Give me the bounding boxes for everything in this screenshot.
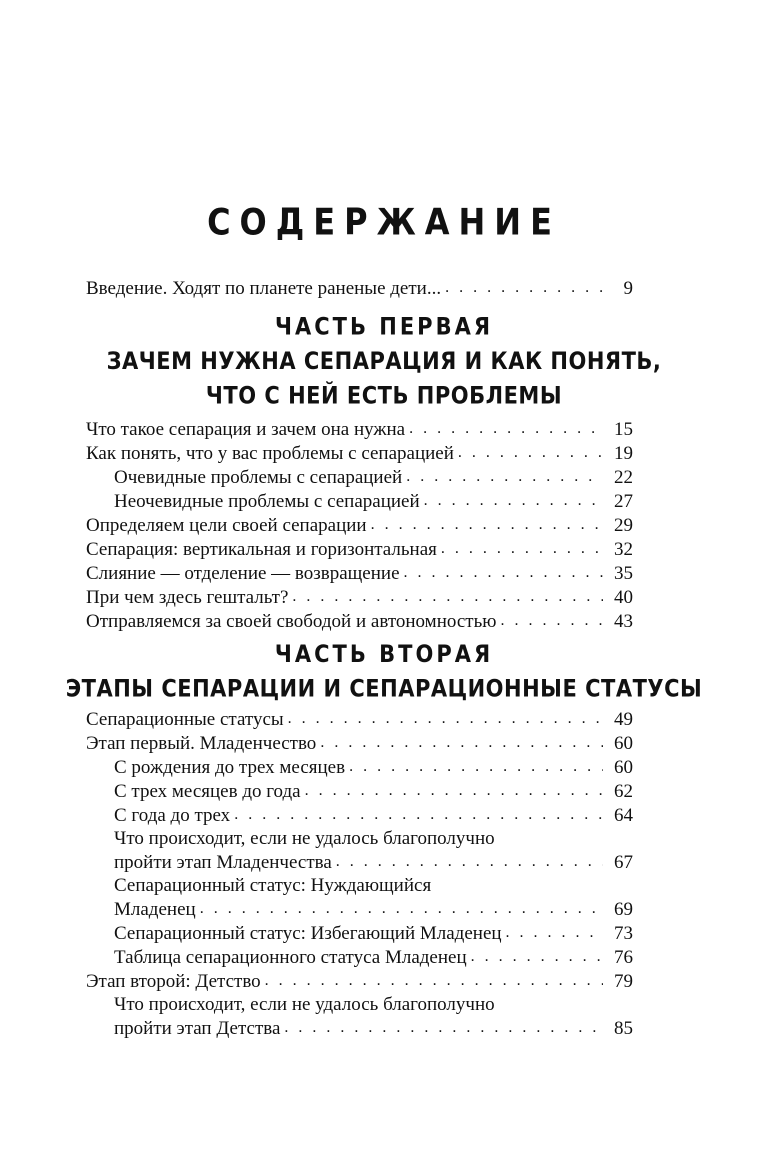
part1-entries [86,417,633,633]
toc-entry[interactable] [86,850,633,874]
leader-dots [371,513,603,537]
toc-entry[interactable] [86,537,633,561]
toc-entry-line[interactable] [86,993,633,1016]
toc-entry-text: Таблица сепарационного статуса Младенец [114,946,471,969]
part1-heading [0,309,768,413]
toc-entry-line[interactable] [86,874,633,897]
toc-entry-text: Младенец [114,898,200,921]
toc-entry[interactable] [86,465,633,489]
leader-dots [506,921,603,945]
toc-entry-text: При чем здесь гештальт? [86,586,292,609]
toc-entry-page: 43 [603,610,633,633]
toc-entry-page: 19 [603,442,633,465]
toc-entry-text: Что такое сепарация и зачем она нужна [86,418,409,441]
toc-entry[interactable] [86,707,633,731]
toc-entry[interactable] [86,755,633,779]
toc-entry[interactable] [86,779,633,803]
toc-entry[interactable] [86,897,633,921]
leader-dots [200,897,603,921]
toc-entry-page: 85 [603,1017,633,1040]
leader-dots [288,707,603,731]
toc-entry-page: 32 [603,538,633,561]
toc-entry-text: Неочевидные проблемы с сепарацией [114,490,424,513]
leader-dots [404,561,604,585]
toc-entry[interactable] [86,489,633,513]
toc-entry-text: Сепарационный статус: Избегающий Младенец [114,922,506,945]
toc-entry[interactable] [86,513,633,537]
part1-label: ЧАСТЬ ПЕРВАЯ [274,312,494,341]
part2-entries [86,707,633,1040]
leader-dots [292,585,603,609]
part1-title-line1: ЗАЧЕМ НУЖНА СЕПАРАЦИЯ И КАК ПОНЯТЬ, [106,347,662,375]
toc-entry-text: Что происходит, если не удалось благополучно [114,994,495,1015]
toc-entry-intro[interactable] [86,276,633,300]
toc-entry[interactable] [86,561,633,585]
toc-entry-text: Этап второй: Детство [86,970,265,993]
toc-entry-text: Что происходит, если не удалось благополучно [114,828,495,849]
toc-entry[interactable] [86,969,633,993]
toc-entry-text: С трех месяцев до года [114,780,305,803]
part2-label: ЧАСТЬ ВТОРАЯ [274,639,494,668]
leader-dots [500,609,603,633]
toc-entry-page: 49 [603,708,633,731]
toc-entry-text: С года до трех [114,804,234,827]
leader-dots [441,537,603,561]
leader-dots [284,1016,603,1040]
toc-entry-page: 67 [603,851,633,874]
toc-entry-page: 69 [603,898,633,921]
toc-entry-page: 73 [603,922,633,945]
toc-entry[interactable] [86,441,633,465]
leader-dots [458,441,603,465]
toc-entry-text: Очевидные проблемы с сепарацией [114,466,406,489]
toc-entry[interactable] [86,945,633,969]
toc-entry-page: 62 [603,780,633,803]
toc-entry-text: Этап первый. Младенчество [86,732,320,755]
toc-entry-page: 40 [603,586,633,609]
toc-entry-page: 27 [603,490,633,513]
toc-entry-text: Введение. Ходят по планете раненые дети... [86,277,445,300]
toc-entry-page: 22 [603,466,633,489]
part2-heading [0,637,768,706]
toc-entry-text: Как понять, что у вас проблемы с сепарацией [86,442,458,465]
leader-dots [445,276,603,300]
toc-entry-page: 79 [603,970,633,993]
leader-dots [406,465,603,489]
toc-title: СОДЕРЖАНИЕ [207,200,561,244]
toc-entry-page: 60 [603,732,633,755]
toc-entry[interactable] [86,1016,633,1040]
leader-dots [471,945,603,969]
toc-entry[interactable] [86,585,633,609]
leader-dots [409,417,603,441]
toc-entry[interactable] [86,731,633,755]
toc-entry-page: 35 [603,562,633,585]
part2-title-line1: ЭТАПЫ СЕПАРАЦИИ И СЕПАРАЦИОННЫЕ СТАТУСЫ [65,674,703,703]
toc-entry-text: С рождения до трех месяцев [114,756,349,779]
toc-entry-page: 9 [603,277,633,300]
toc-entry[interactable] [86,609,633,633]
leader-dots [265,969,603,993]
toc-entry-page: 60 [603,756,633,779]
toc-entry-text: Сепарация: вертикальная и горизонтальная [86,538,441,561]
toc-entry-page: 15 [603,418,633,441]
toc-entry-text: Слияние — отделение — возвращение [86,562,404,585]
toc-entry[interactable] [86,803,633,827]
toc-entry-line[interactable] [86,827,633,850]
leader-dots [234,803,603,827]
toc-entry-page: 76 [603,946,633,969]
toc-entry[interactable] [86,417,633,441]
leader-dots [320,731,603,755]
leader-dots [305,779,603,803]
toc-entry-text: Определяем цели своей сепарации [86,514,371,537]
toc-entry-text: Сепарационный статус: Нуждающийся [114,875,432,896]
toc-entry-text: пройти этап Младенчества [114,851,336,874]
intro-block [86,276,633,300]
part1-title-line2: ЧТО С НЕЙ ЕСТЬ ПРОБЛЕМЫ [205,381,563,410]
toc-entry-text: пройти этап Детства [114,1017,284,1040]
leader-dots [336,850,603,874]
toc-entry-text: Отправляемся за своей свободой и автономностью [86,610,500,633]
leader-dots [424,489,603,513]
toc-entry[interactable] [86,921,633,945]
toc-entry-page: 29 [603,514,633,537]
toc-entry-page: 64 [603,804,633,827]
toc-entry-text: Сепарационные статусы [86,708,288,731]
leader-dots [349,755,603,779]
